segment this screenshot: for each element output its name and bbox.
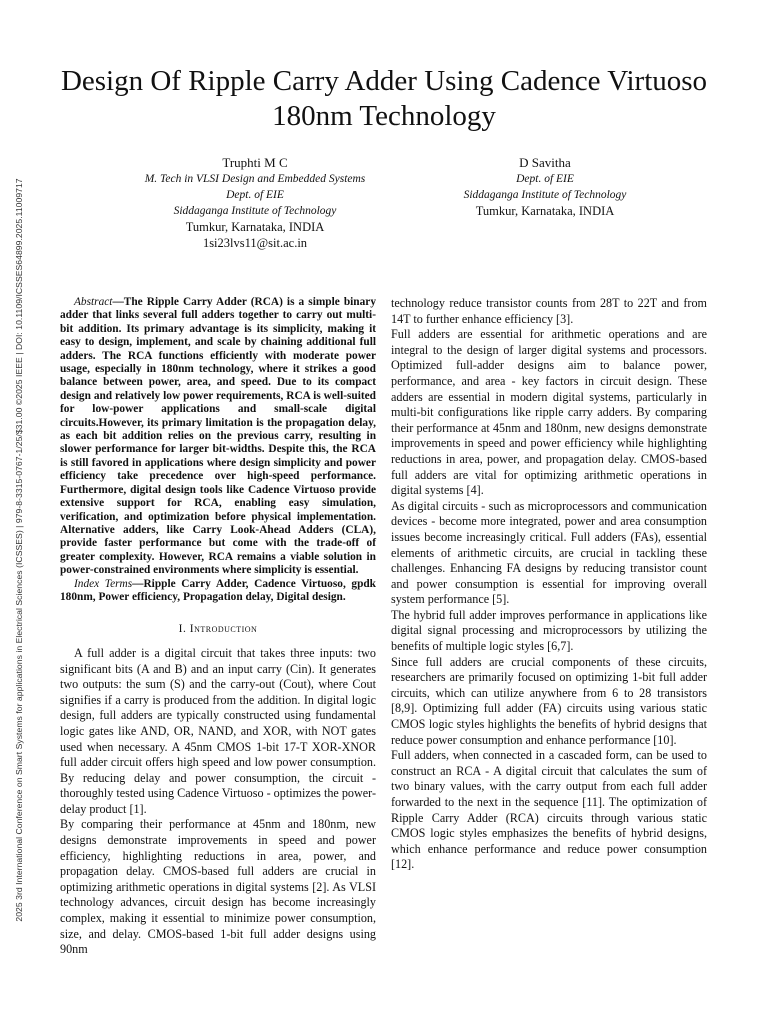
abstract bbox=[60, 296, 376, 578]
author-email: 1si23lvs11@sit.ac.in bbox=[202, 236, 308, 250]
author-block-1 bbox=[110, 155, 400, 251]
conference-doi-text: 2025 3rd International Conference on Smart Systems for applications in Electrical Sciences (ICSSES) | 979-8-3315-0767-1/25/$31.00 ©2025 IEEE | DOI: 10.1109/ICSSES64899.2025.11009717 bbox=[14, 178, 24, 922]
body-paragraph: The hybrid full adder improves performance in applications like digital signal processing and microprocessors by utilizing the benefits of multiple logic styles [6,7]. bbox=[391, 607, 707, 654]
doi-sidebar bbox=[12, 150, 26, 950]
section-title: Introduction bbox=[189, 623, 258, 636]
index-terms-label: Index Terms bbox=[74, 577, 133, 590]
body-paragraph: Full adders, when connected in a cascaded form, can be used to construct an RCA - A digital circuit that calculates the sum of two binary values, with the carry output from each full adder forwarded to the next in the sequence [11]. The optimization of Ripple Carry Adder (RCA) circuits through various static CMOS logic styles emphasizes the benefits of hybrid designs, which enhance performance and reduce power consumption [12]. bbox=[391, 748, 707, 872]
abstract-label: Abstract bbox=[74, 296, 113, 308]
body-paragraph: By comparing their performance at 45nm and 180nm, new designs demonstrate improvements in speed and power efficiency, highlighting reductions in area, power, and propagation delay. CMOS-based full adders are crucial in optimizing arithmetic operations in digital systems [2]. As VLSI technology advances, circuit design has become increasingly complex, making it essential to minimize power consumption, size, and delay. CMOS-based 1-bit full adder designs using 90nm bbox=[60, 817, 376, 957]
author-department: Dept. of EIE bbox=[516, 173, 574, 185]
author-institute: Siddaganga Institute of Technology bbox=[173, 205, 337, 217]
author-block-2 bbox=[400, 155, 690, 219]
author-name: D Savitha bbox=[519, 155, 571, 170]
paper-title: Design Of Ripple Carry Adder Using Cadence Virtuoso 180nm Technology bbox=[60, 65, 708, 132]
author-location: Tumkur, Karnataka, INDIA bbox=[475, 204, 615, 218]
section-number: I. bbox=[178, 623, 187, 636]
right-column bbox=[391, 296, 707, 873]
body-paragraph: technology reduce transistor counts from 28T to 22T and from 14T to further enhance efficiency [3]. bbox=[391, 296, 707, 326]
author-department: Dept. of EIE bbox=[226, 189, 284, 201]
section-heading bbox=[60, 622, 376, 638]
index-terms-text: —Ripple Carry Adder, Cadence Virtuoso, gpdk 180nm, Power efficiency, Propagation delay, Digital design. bbox=[60, 577, 376, 603]
author-program: M. Tech in VLSI Design and Embedded Systems bbox=[144, 173, 366, 185]
left-column bbox=[60, 296, 376, 958]
body-paragraph: As digital circuits - such as microprocessors and communication devices - become more integrated, power and area consumption issues become increasingly critical. Full adders (FAs), essential elements of arithmetic circuits, are crucial in tackling these challenges. Enhancing FA designs by reducing transistor count and power consumption is essential for improving overall system performance [5]. bbox=[391, 498, 707, 607]
author-location: Tumkur, Karnataka, INDIA bbox=[185, 220, 325, 234]
author-name: Truphti M C bbox=[222, 155, 288, 170]
body-paragraph: A full adder is a digital circuit that takes three inputs: two significant bits (A and B) and an input carry (Cin). It generates two outputs: the sum (S) and the carry-out (Cout), where Cout signifies if a carry is produced from the addition. In digital logic design, full adders are typically constructed using fundamental logic gates like AND, OR, NAND, and XOR, with NOT gates used when necessary. A 45nm CMOS 1-bit 17-T XOR-XNOR full adder circuit offers high speed and low power consumption. By reducing delay and power consumption, the circuit - thoroughly tested using Cadence Virtuoso - optimizes the power-delay product [1]. bbox=[60, 645, 376, 816]
author-institute: Siddaganga Institute of Technology bbox=[463, 189, 627, 201]
abstract-text: —The Ripple Carry Adder (RCA) is a simple binary adder that links several full adders together to carry out multi-bit addition. Its primary advantage is its simplicity, making it easy to design, implement, and scale by chaining additional full adders. The RCA functions efficiently with moderate power usage, especially in 180nm technology, where it strikes a good balance between power, area, and speed. Due to its compact design and relatively low power requirements, RCA is well-suited for low-power applications and small-scale digital circuits.However, its primary limitation is the propagation delay, as each bit addition relies on the previous carry, resulting in slower performance for larger bit-widths. Despite this, the RCA is still favored in applications where design simplicity and power efficiency take precedence over high-speed performance. Furthermore, digital design tools like Cadence Virtuoso provide extensive support for RCA, enabling easy simulation, verification, and optimization before physical implementation. Alternative adders, like Carry Look-Ahead Adders (CLA), provide faster performance but come with the trade-off of greater complexity. However, RCA remains a viable solution in power-constrained environments where simplicity is essential. bbox=[60, 296, 376, 577]
index-terms bbox=[60, 578, 376, 605]
body-paragraph: Since full adders are crucial components of these circuits, researchers are primarily focused on optimizing 1-bit full adder circuits, which can utilize anywhere from 6 to 28 transistors [8,9]. Optimizing full adder (FA) circuits using various static CMOS logic styles highlights the benefits of hybrid designs that reduce power consumption and enhance performance [10]. bbox=[391, 654, 707, 747]
body-paragraph: Full adders are essential for arithmetic operations and are integral to the design of larger digital systems and processors. Optimized full-adder designs aim to balance power, performance, and area - key factors in circuit design. These adders are essential in modern digital systems, particularly in multi-bit configurations like ripple carry adders. By comparing their performance at 45nm and 180nm, new designs demonstrate improvements in speed and power efficiency while highlighting reductions in area, power, and propagation delay. CMOS-based full adders are vital for optimizing arithmetic operations in digital systems [4]. bbox=[391, 327, 707, 498]
